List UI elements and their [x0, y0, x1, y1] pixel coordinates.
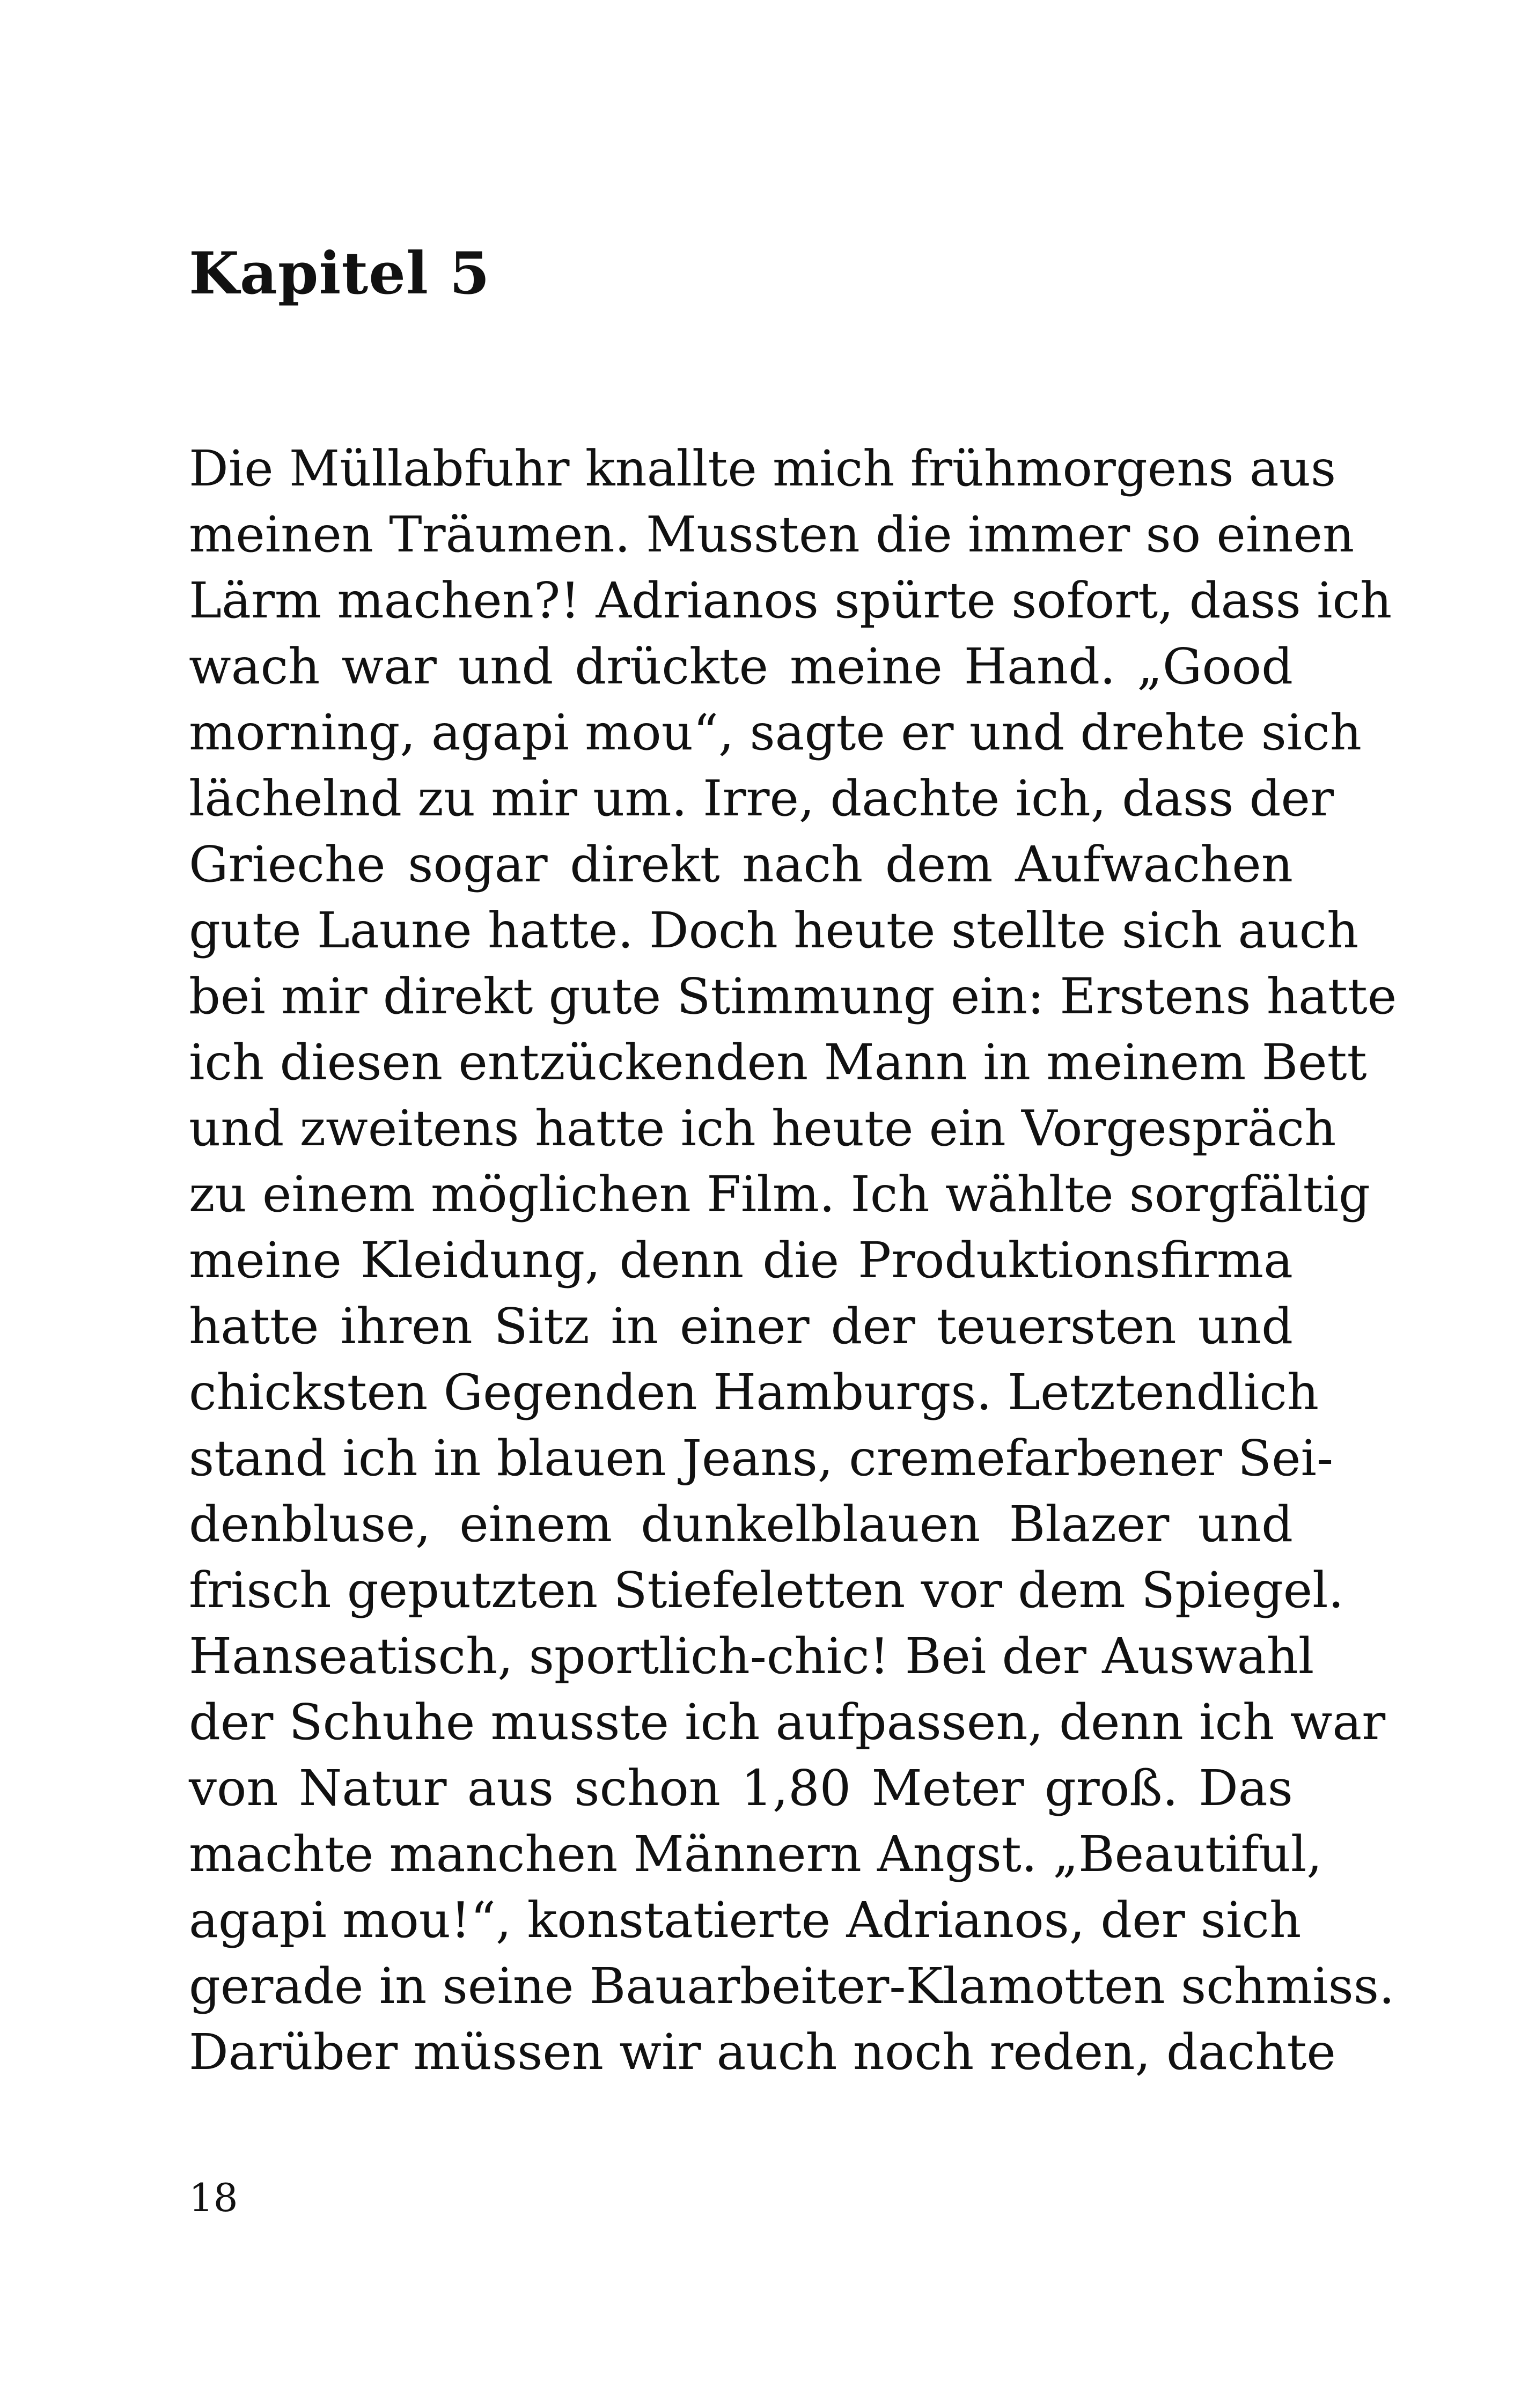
page-number: 18: [189, 2175, 238, 2220]
text-line: gerade in seine Bauarbeiter-Klamotten schmiss.: [189, 1957, 1395, 2015]
text-line: frisch geputzten Stiefeletten vor dem Spiegel.: [189, 1562, 1344, 1619]
text-line: zu einem möglichen Film. Ich wählte sorgfältig: [189, 1166, 1370, 1223]
text-line: hatte ihren Sitz in einer der teuersten und: [189, 1298, 1293, 1355]
text-line: Lärm machen?! Adrianos spürte sofort, dass ich: [189, 572, 1392, 629]
text-line: Die Müllabfuhr knallte mich frühmorgens aus: [189, 440, 1336, 497]
text-line: morning, agapi mou“, sagte er und drehte sich: [189, 704, 1362, 761]
text-line: meinen Träumen. Mussten die immer so einen: [189, 506, 1355, 563]
text-line: ich diesen entzückenden Mann in meinem Bett: [189, 1034, 1367, 1091]
text-line: bei mir direkt gute Stimmung ein: Erstens hatte: [189, 968, 1397, 1025]
text-line: gute Laune hatte. Doch heute stellte sich auch: [189, 902, 1359, 959]
text-line: der Schuhe musste ich aufpassen, denn ich war: [189, 1693, 1386, 1751]
text-line: Grieche sogar direkt nach dem Aufwachen: [189, 836, 1293, 893]
text-line: und zweitens hatte ich heute ein Vorgespräch: [189, 1100, 1336, 1157]
text-line: von Natur aus schon 1,80 Meter groß. Das: [189, 1759, 1293, 1817]
text-line: Darüber müssen wir auch noch reden, dachte: [189, 2023, 1336, 2081]
text-line: machte manchen Männern Angst. „Beautiful,: [189, 1825, 1322, 1883]
chapter-title: Kapitel 5: [189, 240, 490, 307]
text-line: meine Kleidung, denn die Produktionsfirma: [189, 1232, 1293, 1289]
text-line: wach war und drückte meine Hand. „Good: [189, 638, 1293, 695]
text-line: stand ich in blauen Jeans, cremefarbener Sei-: [189, 1430, 1334, 1487]
body-paragraph: [189, 436, 1397, 2085]
text-line: Hanseatisch, sportlich-chic! Bei der Auswahl: [189, 1628, 1314, 1685]
text-line: agapi mou!“, konstatierte Adrianos, der sich: [189, 1891, 1302, 1949]
text-line: lächelnd zu mir um. Irre, dachte ich, dass der: [189, 770, 1334, 827]
text-line: denbluse, einem dunkelblauen Blazer und: [189, 1496, 1293, 1553]
text-line: chicksten Gegenden Hamburgs. Letztendlich: [189, 1364, 1319, 1421]
